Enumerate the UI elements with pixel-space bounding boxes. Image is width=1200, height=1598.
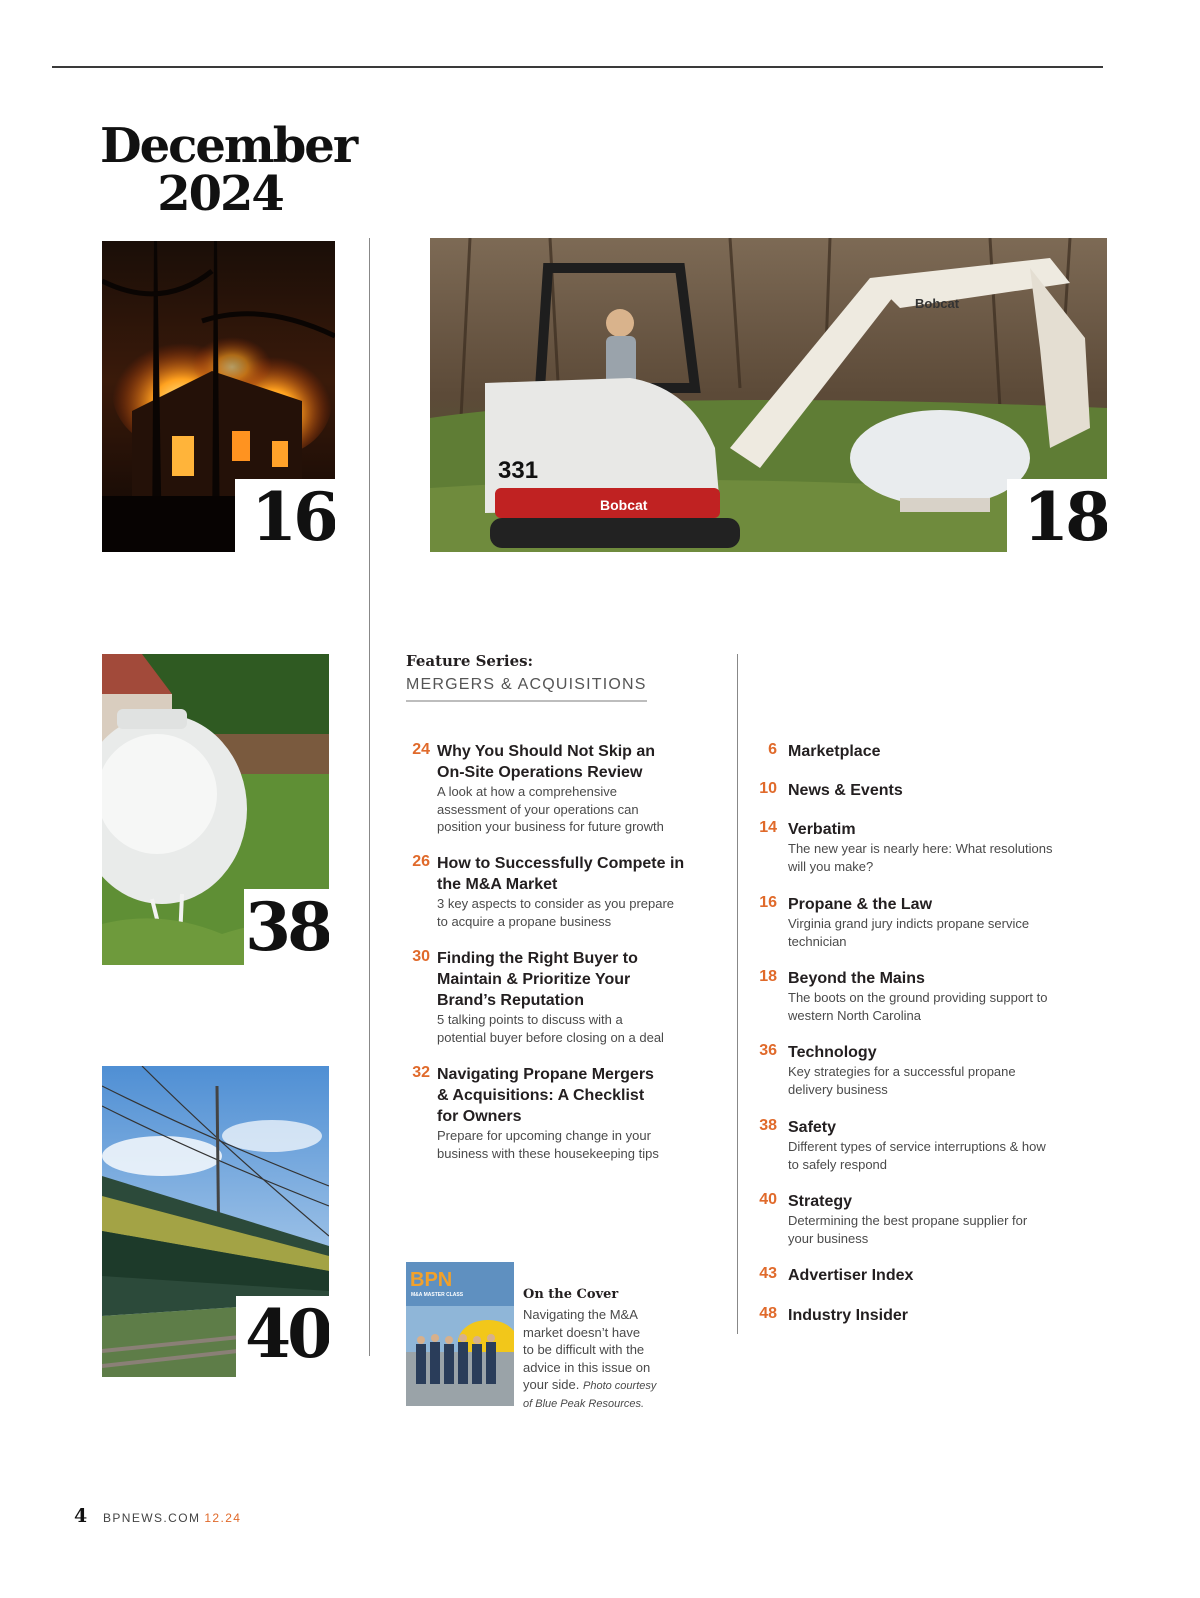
left-column-divider [369,238,370,1356]
feature-page-number: 32 [412,1064,430,1081]
issue-month: December [100,118,357,174]
page-number-40: 40 [236,1296,329,1377]
dept-item-strategy[interactable]: 40 Strategy Determining the best propane supplier for your business [759,1191,1028,1246]
page-number-18: 18 [1007,479,1107,552]
dept-item-industry-insider[interactable]: 48 Industry Insider [759,1305,909,1324]
dept-item-propane-law[interactable]: 16 Propane & the Law Virginia grand jury indicts propane service technician [759,894,1030,949]
feature-title: Finding the Right Buyer to Maintain & Prioritize Your Brand’s Reputation [437,950,638,1009]
page-number-38: 38 [245,888,329,965]
folio-site[interactable]: BPNEWS.COM 12.24 [103,1511,242,1525]
dept-item-news-events[interactable]: 10 News & Events [759,780,903,799]
feature-series-name: MERGERS & ACQUISITIONS [406,676,647,702]
folio-date: 12.24 [204,1511,242,1525]
feature-series-label: Feature Series: [406,652,534,670]
feature-title: Navigating Propane Mergers & Acquisitions: A Checklist for Owners [437,1066,654,1125]
dept-item-marketplace[interactable]: 6 Marketplace [768,741,881,760]
feature-title: Why You Should Not Skip an On-Site Operations Review [437,743,656,781]
feature-page-number: 30 [412,948,430,965]
feature-item-24[interactable] [406,741,706,836]
issue-year: 2024 [157,166,283,222]
cover-thumbnail[interactable] [406,1262,514,1406]
dept-item-verbatim[interactable]: 14 Verbatim The new year is nearly here: What resolutions will you make? [759,819,1053,874]
feature-description: Prepare for upcoming change in your business with these housekeeping tips [437,1128,659,1161]
excavator-brand: Bobcat [600,497,648,513]
issue-title [100,118,357,222]
feature-description: A look at how a comprehensive assessment of your operations can position your business for future growth [437,784,664,834]
dept-item-advertiser-index[interactable]: 43 Advertiser Index [759,1265,914,1284]
propane-tank-photo[interactable] [102,654,329,965]
feature-description: 5 talking points to discuss with a potential buyer before closing on a deal [437,1012,664,1045]
svg-text:Bobcat: Bobcat [915,296,960,311]
rail-tankers-photo[interactable] [102,1066,329,1377]
excavator-photo[interactable] [430,238,1107,552]
feature-title: How to Successfully Compete in the M&A Market [437,855,685,893]
cover-photo-credit: Photo courtesy [583,1380,657,1392]
folio-page-number: 4 [74,1505,88,1527]
page-number-16: 16 [235,479,335,552]
cover-heading: On the Cover [523,1287,619,1302]
toc-column-divider [737,654,738,1334]
dept-item-technology[interactable]: 36 Technology Key strategies for a successful propane delivery business [759,1042,1016,1097]
feature-page-number: 24 [412,741,430,758]
feature-item-26[interactable] [406,853,706,930]
feature-page-number: 26 [412,853,430,870]
fire-photo[interactable] [102,241,335,552]
feature-description: 3 key aspects to consider as you prepare to acquire a propane business [437,896,675,929]
cover-thumb-kicker: M&A MASTER CLASS [411,1292,464,1298]
feature-item-32[interactable] [406,1064,706,1162]
cover-description: Navigating the M&A market doesn’t have to be difficult with the advice in this issue on your side. Photo courtesy of Blue Peak Resources. [523,1307,657,1410]
top-rule [52,66,1103,68]
cover-thumb-logo: BPN [410,1269,453,1291]
dept-item-beyond-mains[interactable]: 18 Beyond the Mains The boots on the ground providing support to western North Carolina [759,968,1048,1023]
feature-item-30[interactable] [406,948,706,1046]
excavator-number: 331 [498,457,539,484]
dept-item-safety[interactable]: 38 Safety Different types of service interruptions & how to safely respond [759,1117,1046,1172]
